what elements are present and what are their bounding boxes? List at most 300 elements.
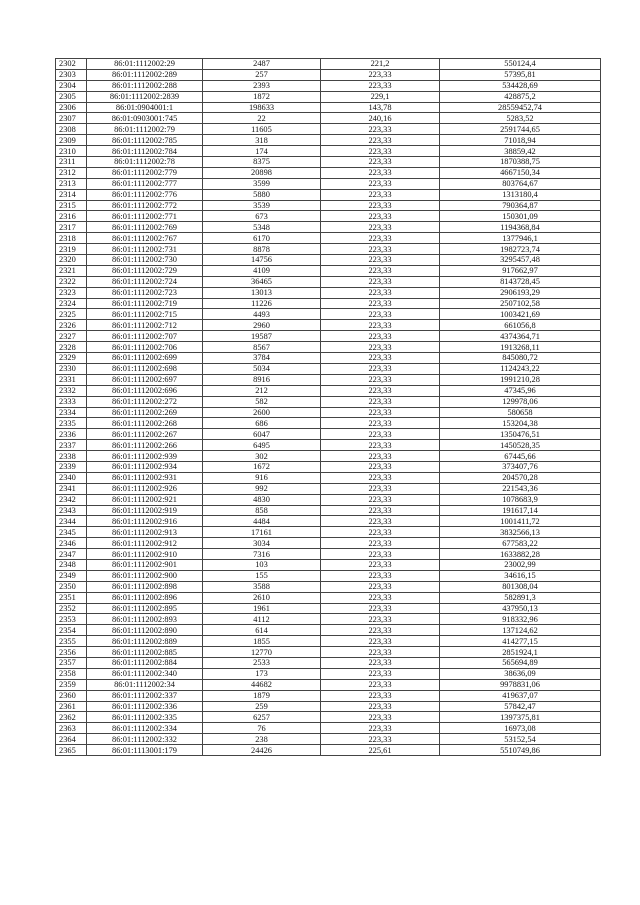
cadastral-number-cell: 86:01:1112002:698 [87, 363, 203, 374]
rate-cell: 223,33 [321, 298, 440, 309]
table-row [56, 559, 601, 570]
cadastral-number-cell: 86:01:1112002:769 [87, 222, 203, 233]
value-cell: 71018,94 [440, 135, 601, 146]
area-cell: 173 [203, 668, 321, 679]
row-number-cell: 2357 [56, 657, 87, 668]
rate-cell: 223,33 [321, 69, 440, 80]
value-cell: 1313180,4 [440, 189, 601, 200]
area-cell: 103 [203, 559, 321, 570]
rate-cell: 223,33 [321, 538, 440, 549]
area-cell: 318 [203, 135, 321, 146]
value-cell: 2507102,58 [440, 298, 601, 309]
table-row [56, 135, 601, 146]
table-row [56, 679, 601, 690]
row-number-cell: 2333 [56, 396, 87, 407]
rate-cell: 223,33 [321, 668, 440, 679]
rate-cell: 223,33 [321, 309, 440, 320]
area-cell: 992 [203, 483, 321, 494]
value-cell: 28559452,74 [440, 102, 601, 113]
row-number-cell: 2328 [56, 342, 87, 353]
table-row [56, 124, 601, 135]
cadastral-number-cell: 86:01:1112002:79 [87, 124, 203, 135]
area-cell: 3784 [203, 353, 321, 364]
value-cell: 16973,08 [440, 723, 601, 734]
table-row [56, 146, 601, 157]
area-cell: 2960 [203, 320, 321, 331]
rate-cell: 223,33 [321, 712, 440, 723]
area-cell: 257 [203, 69, 321, 80]
cadastral-number-cell: 86:01:1112002:334 [87, 723, 203, 734]
rate-cell: 223,33 [321, 451, 440, 462]
cadastral-number-cell: 86:01:1112002:272 [87, 396, 203, 407]
value-cell: 57842,47 [440, 701, 601, 712]
rate-cell: 223,33 [321, 374, 440, 385]
row-number-cell: 2343 [56, 505, 87, 516]
table-row [56, 581, 601, 592]
rate-cell: 223,33 [321, 679, 440, 690]
row-number-cell: 2319 [56, 244, 87, 255]
rate-cell: 223,33 [321, 124, 440, 135]
rate-cell: 223,33 [321, 363, 440, 374]
table-row [56, 734, 601, 745]
row-number-cell: 2348 [56, 559, 87, 570]
table-row [56, 265, 601, 276]
rate-cell: 223,33 [321, 287, 440, 298]
table-row [56, 472, 601, 483]
value-cell: 204570,28 [440, 472, 601, 483]
rate-cell: 223,33 [321, 690, 440, 701]
table-row [56, 701, 601, 712]
rate-cell: 223,33 [321, 396, 440, 407]
row-number-cell: 2320 [56, 255, 87, 266]
cadastral-number-cell: 86:01:1112002:926 [87, 483, 203, 494]
value-cell: 373407,76 [440, 461, 601, 472]
table-row [56, 657, 601, 668]
data-table [55, 58, 601, 756]
area-cell: 174 [203, 146, 321, 157]
table-row [56, 668, 601, 679]
table-row [56, 69, 601, 80]
cadastral-number-cell: 86:01:1112002:896 [87, 592, 203, 603]
table-row [56, 516, 601, 527]
value-cell: 1124243,22 [440, 363, 601, 374]
table-row [56, 451, 601, 462]
value-cell: 918332,96 [440, 614, 601, 625]
table-row [56, 396, 601, 407]
value-cell: 437950,13 [440, 603, 601, 614]
cadastral-number-cell: 86:01:1112002:269 [87, 407, 203, 418]
value-cell: 1450528,35 [440, 440, 601, 451]
row-number-cell: 2314 [56, 189, 87, 200]
value-cell: 1350476,51 [440, 429, 601, 440]
table-row [56, 592, 601, 603]
cadastral-number-cell: 86:01:1112002:890 [87, 625, 203, 636]
cadastral-number-cell: 86:01:1112002:771 [87, 211, 203, 222]
value-cell: 4667150,34 [440, 167, 601, 178]
value-cell: 5510749,86 [440, 745, 601, 756]
rate-cell: 223,33 [321, 200, 440, 211]
area-cell: 858 [203, 505, 321, 516]
rate-cell: 223,33 [321, 353, 440, 364]
row-number-cell: 2356 [56, 647, 87, 658]
value-cell: 1991210,28 [440, 374, 601, 385]
cadastral-number-cell: 86:01:1112002:697 [87, 374, 203, 385]
area-cell: 24426 [203, 745, 321, 756]
table-row [56, 636, 601, 647]
row-number-cell: 2315 [56, 200, 87, 211]
value-cell: 150301,09 [440, 211, 601, 222]
value-cell: 153204,38 [440, 418, 601, 429]
table-row [56, 59, 601, 70]
rate-cell: 223,33 [321, 647, 440, 658]
rate-cell: 223,33 [321, 505, 440, 516]
row-number-cell: 2312 [56, 167, 87, 178]
row-number-cell: 2317 [56, 222, 87, 233]
row-number-cell: 2307 [56, 113, 87, 124]
row-number-cell: 2355 [56, 636, 87, 647]
table-row [56, 505, 601, 516]
value-cell: 801308,04 [440, 581, 601, 592]
row-number-cell: 2334 [56, 407, 87, 418]
value-cell: 580658 [440, 407, 601, 418]
cadastral-number-cell: 86:01:1112002:895 [87, 603, 203, 614]
value-cell: 2851924,1 [440, 647, 601, 658]
value-cell: 8143728,45 [440, 276, 601, 287]
area-cell: 14756 [203, 255, 321, 266]
cadastral-number-cell: 86:01:0903001:745 [87, 113, 203, 124]
row-number-cell: 2331 [56, 374, 87, 385]
row-number-cell: 2308 [56, 124, 87, 135]
rate-cell: 223,33 [321, 559, 440, 570]
table-row [56, 331, 601, 342]
rate-cell: 223,33 [321, 244, 440, 255]
rate-cell: 221,2 [321, 59, 440, 70]
cadastral-number-cell: 86:01:1112002:939 [87, 451, 203, 462]
cadastral-number-cell: 86:01:1112002:898 [87, 581, 203, 592]
row-number-cell: 2361 [56, 701, 87, 712]
cadastral-number-cell: 86:01:1112002:724 [87, 276, 203, 287]
area-cell: 76 [203, 723, 321, 734]
value-cell: 677583,22 [440, 538, 601, 549]
value-cell: 565694,89 [440, 657, 601, 668]
area-cell: 8878 [203, 244, 321, 255]
table-row [56, 353, 601, 364]
table-row [56, 200, 601, 211]
rate-cell: 223,33 [321, 549, 440, 560]
rate-cell: 223,33 [321, 320, 440, 331]
table-row [56, 374, 601, 385]
row-number-cell: 2341 [56, 483, 87, 494]
row-number-cell: 2340 [56, 472, 87, 483]
row-number-cell: 2339 [56, 461, 87, 472]
table-row [56, 276, 601, 287]
table-row [56, 167, 601, 178]
area-cell: 614 [203, 625, 321, 636]
value-cell: 1397375,81 [440, 712, 601, 723]
row-number-cell: 2302 [56, 59, 87, 70]
area-cell: 4493 [203, 309, 321, 320]
row-number-cell: 2332 [56, 385, 87, 396]
value-cell: 550124,4 [440, 59, 601, 70]
cadastral-number-cell: 86:01:1112002:332 [87, 734, 203, 745]
value-cell: 1633882,28 [440, 549, 601, 560]
table-row [56, 102, 601, 113]
cadastral-number-cell: 86:01:1112002:337 [87, 690, 203, 701]
cadastral-number-cell: 86:01:1112002:931 [87, 472, 203, 483]
area-cell: 11605 [203, 124, 321, 135]
cadastral-number-cell: 86:01:1112002:729 [87, 265, 203, 276]
table-row [56, 429, 601, 440]
value-cell: 1913268,11 [440, 342, 601, 353]
rate-cell: 223,33 [321, 233, 440, 244]
row-number-cell: 2335 [56, 418, 87, 429]
area-cell: 3539 [203, 200, 321, 211]
row-number-cell: 2359 [56, 679, 87, 690]
value-cell: 38636,09 [440, 668, 601, 679]
rate-cell: 223,33 [321, 146, 440, 157]
row-number-cell: 2365 [56, 745, 87, 756]
rate-cell: 223,33 [321, 265, 440, 276]
area-cell: 8916 [203, 374, 321, 385]
rate-cell: 223,33 [321, 429, 440, 440]
area-cell: 6257 [203, 712, 321, 723]
rate-cell: 225,61 [321, 745, 440, 756]
table-row [56, 211, 601, 222]
table-row [56, 549, 601, 560]
value-cell: 845080,72 [440, 353, 601, 364]
row-number-cell: 2322 [56, 276, 87, 287]
value-cell: 2591744,65 [440, 124, 601, 135]
value-cell: 803764,67 [440, 178, 601, 189]
cadastral-number-cell: 86:01:1112002:712 [87, 320, 203, 331]
area-cell: 673 [203, 211, 321, 222]
area-cell: 3588 [203, 581, 321, 592]
row-number-cell: 2346 [56, 538, 87, 549]
value-cell: 23002,99 [440, 559, 601, 570]
table-row [56, 233, 601, 244]
row-number-cell: 2345 [56, 527, 87, 538]
cadastral-number-cell: 86:01:1112002:785 [87, 135, 203, 146]
cadastral-number-cell: 86:01:1112002:885 [87, 647, 203, 658]
cadastral-number-cell: 86:01:1112002:707 [87, 331, 203, 342]
area-cell: 3599 [203, 178, 321, 189]
value-cell: 1078683,9 [440, 494, 601, 505]
cadastral-number-cell: 86:01:1112002:772 [87, 200, 203, 211]
row-number-cell: 2342 [56, 494, 87, 505]
cadastral-number-cell: 86:01:1112002:335 [87, 712, 203, 723]
cadastral-number-cell: 86:01:1112002:723 [87, 287, 203, 298]
table-row [56, 745, 601, 756]
cadastral-number-cell: 86:01:1112002:779 [87, 167, 203, 178]
rate-cell: 223,33 [321, 614, 440, 625]
area-cell: 6170 [203, 233, 321, 244]
cadastral-number-cell: 86:01:1112002:901 [87, 559, 203, 570]
cadastral-number-cell: 86:01:1112002:719 [87, 298, 203, 309]
table-row [56, 538, 601, 549]
value-cell: 3295457,48 [440, 255, 601, 266]
cadastral-number-cell: 86:01:1112002:288 [87, 80, 203, 91]
area-cell: 4112 [203, 614, 321, 625]
table-row [56, 157, 601, 168]
table-row [56, 189, 601, 200]
value-cell: 534428,69 [440, 80, 601, 91]
area-cell: 36465 [203, 276, 321, 287]
rate-cell: 223,33 [321, 385, 440, 396]
row-number-cell: 2324 [56, 298, 87, 309]
value-cell: 5283,52 [440, 113, 601, 124]
rate-cell: 223,33 [321, 276, 440, 287]
rate-cell: 223,33 [321, 527, 440, 538]
table-row [56, 690, 601, 701]
rate-cell: 223,33 [321, 407, 440, 418]
area-cell: 11226 [203, 298, 321, 309]
area-cell: 12770 [203, 647, 321, 658]
row-number-cell: 2360 [56, 690, 87, 701]
cadastral-number-cell: 86:01:0904001:1 [87, 102, 203, 113]
row-number-cell: 2358 [56, 668, 87, 679]
area-cell: 8567 [203, 342, 321, 353]
value-cell: 67445,66 [440, 451, 601, 462]
rate-cell: 223,33 [321, 592, 440, 603]
cadastral-number-cell: 86:01:1112002:715 [87, 309, 203, 320]
row-number-cell: 2364 [56, 734, 87, 745]
cadastral-number-cell: 86:01:1112002:2839 [87, 91, 203, 102]
value-cell: 53152,54 [440, 734, 601, 745]
cadastral-number-cell: 86:01:1112002:900 [87, 570, 203, 581]
row-number-cell: 2352 [56, 603, 87, 614]
value-cell: 1377946,1 [440, 233, 601, 244]
value-cell: 917662,97 [440, 265, 601, 276]
row-number-cell: 2349 [56, 570, 87, 581]
rate-cell: 229,1 [321, 91, 440, 102]
area-cell: 1672 [203, 461, 321, 472]
table-row [56, 494, 601, 505]
cadastral-number-cell: 86:01:1112002:29 [87, 59, 203, 70]
value-cell: 1982723,74 [440, 244, 601, 255]
table-row [56, 440, 601, 451]
cadastral-number-cell: 86:01:1112002:289 [87, 69, 203, 80]
value-cell: 3832566,13 [440, 527, 601, 538]
rate-cell: 223,33 [321, 472, 440, 483]
cadastral-number-cell: 86:01:1112002:889 [87, 636, 203, 647]
row-number-cell: 2362 [56, 712, 87, 723]
table-row [56, 647, 601, 658]
table-row [56, 298, 601, 309]
area-cell: 238 [203, 734, 321, 745]
cadastral-number-cell: 86:01:1112002:921 [87, 494, 203, 505]
value-cell: 137124,62 [440, 625, 601, 636]
row-number-cell: 2316 [56, 211, 87, 222]
area-cell: 212 [203, 385, 321, 396]
row-number-cell: 2325 [56, 309, 87, 320]
table-row [56, 309, 601, 320]
area-cell: 6495 [203, 440, 321, 451]
table-row [56, 461, 601, 472]
cadastral-number-cell: 86:01:1112002:336 [87, 701, 203, 712]
area-cell: 1855 [203, 636, 321, 647]
rate-cell: 223,33 [321, 570, 440, 581]
rate-cell: 223,33 [321, 167, 440, 178]
area-cell: 7316 [203, 549, 321, 560]
table-row [56, 723, 601, 734]
row-number-cell: 2311 [56, 157, 87, 168]
row-number-cell: 2310 [56, 146, 87, 157]
area-cell: 4484 [203, 516, 321, 527]
table-row [56, 342, 601, 353]
rate-cell: 223,33 [321, 701, 440, 712]
cadastral-number-cell: 86:01:1112002:910 [87, 549, 203, 560]
value-cell: 419637,07 [440, 690, 601, 701]
value-cell: 191617,14 [440, 505, 601, 516]
area-cell: 259 [203, 701, 321, 712]
table-row [56, 527, 601, 538]
table-row [56, 570, 601, 581]
cadastral-number-cell: 86:01:1112002:784 [87, 146, 203, 157]
value-cell: 1870388,75 [440, 157, 601, 168]
rate-cell: 223,33 [321, 331, 440, 342]
cadastral-number-cell: 86:01:1112002:34 [87, 679, 203, 690]
cadastral-number-cell: 86:01:1112002:731 [87, 244, 203, 255]
rate-cell: 223,33 [321, 342, 440, 353]
rate-cell: 240,16 [321, 113, 440, 124]
area-cell: 2610 [203, 592, 321, 603]
row-number-cell: 2306 [56, 102, 87, 113]
cadastral-number-cell: 86:01:1112002:934 [87, 461, 203, 472]
area-cell: 198633 [203, 102, 321, 113]
rate-cell: 223,33 [321, 603, 440, 614]
row-number-cell: 2327 [56, 331, 87, 342]
cadastral-number-cell: 86:01:1112002:777 [87, 178, 203, 189]
value-cell: 38859,42 [440, 146, 601, 157]
row-number-cell: 2337 [56, 440, 87, 451]
row-number-cell: 2313 [56, 178, 87, 189]
cadastral-number-cell: 86:01:1112002:699 [87, 353, 203, 364]
area-cell: 2600 [203, 407, 321, 418]
cadastral-number-cell: 86:01:1112002:919 [87, 505, 203, 516]
rate-cell: 223,33 [321, 80, 440, 91]
value-cell: 661056,8 [440, 320, 601, 331]
table-body [56, 59, 601, 756]
rate-cell: 223,33 [321, 723, 440, 734]
table-row [56, 91, 601, 102]
value-cell: 47345,96 [440, 385, 601, 396]
table-row [56, 244, 601, 255]
area-cell: 2487 [203, 59, 321, 70]
cadastral-number-cell: 86:01:1112002:767 [87, 233, 203, 244]
rate-cell: 223,33 [321, 657, 440, 668]
rate-cell: 223,33 [321, 255, 440, 266]
value-cell: 790364,87 [440, 200, 601, 211]
table-row [56, 625, 601, 636]
rate-cell: 223,33 [321, 734, 440, 745]
rate-cell: 223,33 [321, 581, 440, 592]
cadastral-number-cell: 86:01:1112002:78 [87, 157, 203, 168]
value-cell: 34616,15 [440, 570, 601, 581]
row-number-cell: 2303 [56, 69, 87, 80]
value-cell: 1194368,84 [440, 222, 601, 233]
area-cell: 302 [203, 451, 321, 462]
rate-cell: 223,33 [321, 483, 440, 494]
cadastral-number-cell: 86:01:1112002:340 [87, 668, 203, 679]
area-cell: 1961 [203, 603, 321, 614]
row-number-cell: 2326 [56, 320, 87, 331]
area-cell: 3034 [203, 538, 321, 549]
rate-cell: 223,33 [321, 636, 440, 647]
area-cell: 8375 [203, 157, 321, 168]
value-cell: 414277,15 [440, 636, 601, 647]
rate-cell: 143,78 [321, 102, 440, 113]
rate-cell: 223,33 [321, 516, 440, 527]
